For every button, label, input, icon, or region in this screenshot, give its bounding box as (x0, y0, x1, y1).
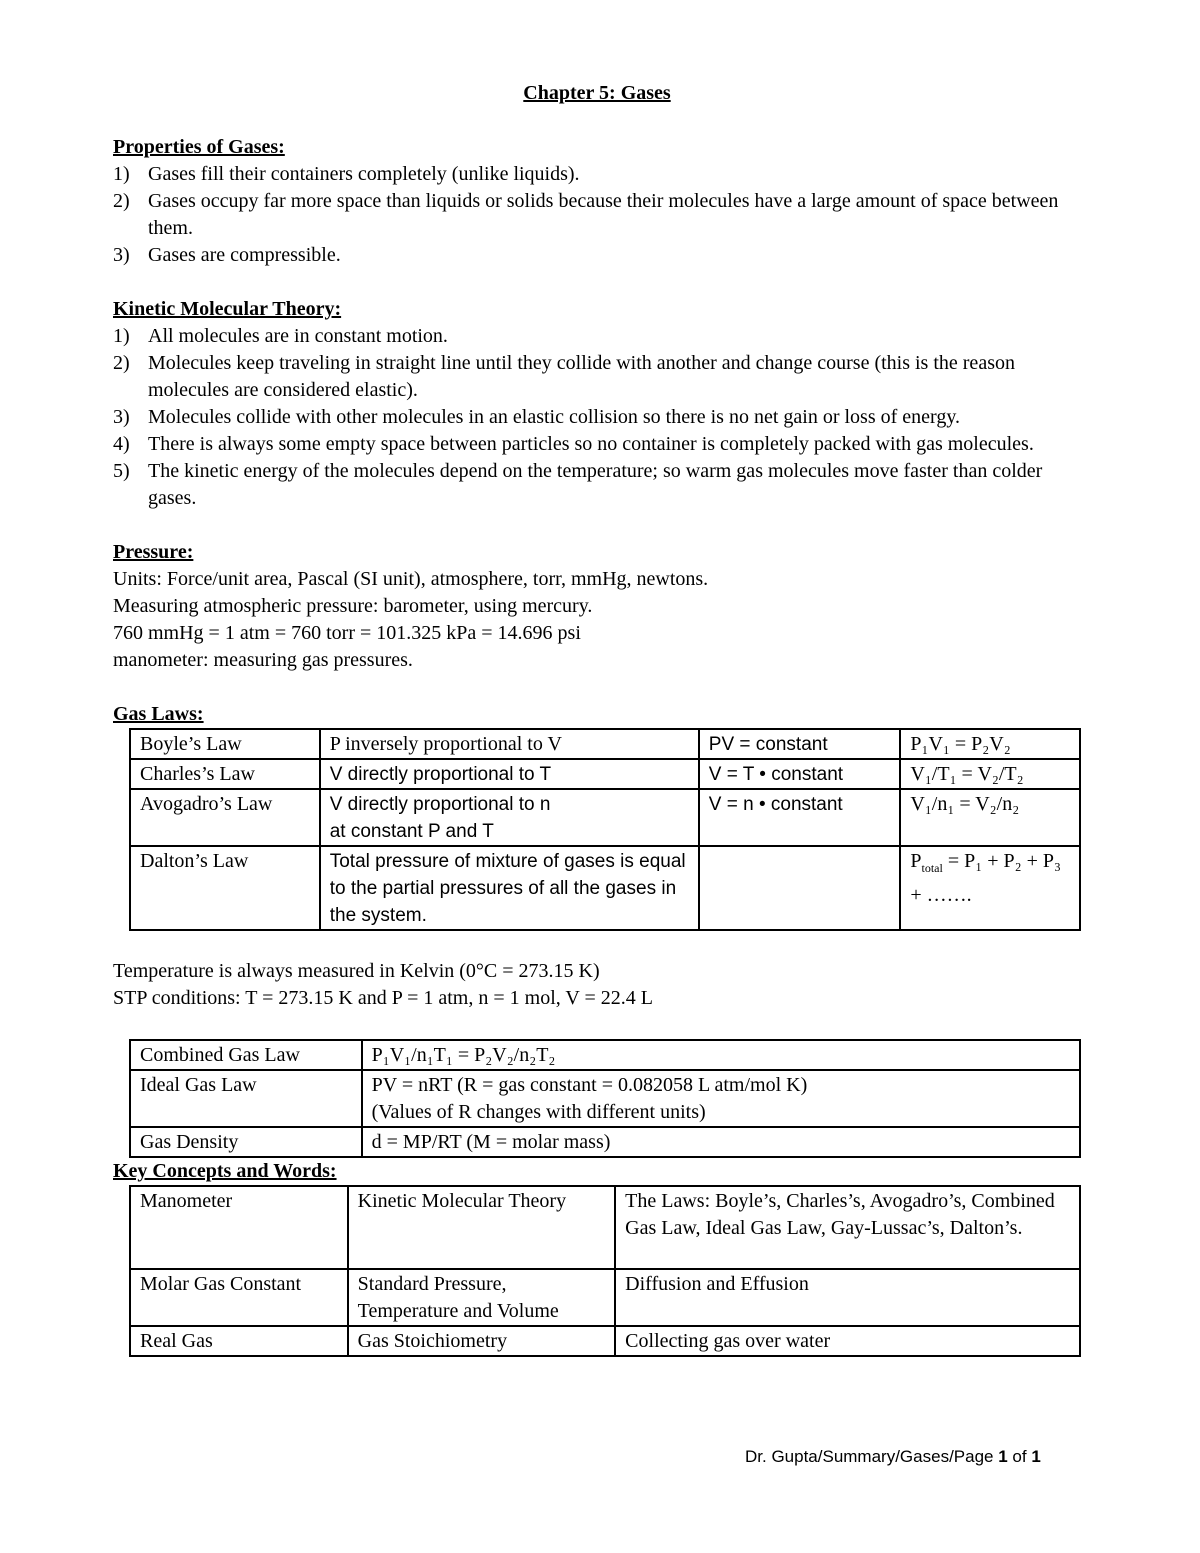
table-cell: The Laws: Boyle’s, Charles’s, Avogadro’s, Combined Gas Law, Ideal Gas Law, Gay-Lussac’s, Dalton’s. (615, 1186, 1080, 1269)
pressure-line: Measuring atmospheric pressure: barometer, using mercury. (113, 595, 593, 617)
list-item (113, 458, 1081, 512)
footer-of: of (1007, 1447, 1032, 1466)
list-number: 1) (113, 325, 130, 347)
stp-line: STP conditions: T = 273.15 K and P = 1 atm, n = 1 mol, V = 22.4 L (113, 987, 653, 1009)
table-row (130, 1070, 1080, 1127)
law-name: Boyle’s Law (130, 729, 320, 759)
table-row (130, 789, 1080, 846)
page-footer (745, 1447, 1041, 1467)
law-description: P inversely proportional to V (320, 729, 699, 759)
law-relation (699, 846, 901, 930)
law-relation: V = T • constant (699, 759, 901, 789)
law-relation: PV = constant (699, 729, 901, 759)
table-row (130, 846, 1080, 930)
table-row (130, 1127, 1080, 1157)
law-equation (362, 1070, 1080, 1127)
list-item (113, 161, 1081, 188)
table-cell: Diffusion and Effusion (615, 1269, 1080, 1326)
equation-rest: = P₁ + P₂ + P₃ + ……. (910, 850, 1061, 906)
law-equation: V₁/n₁ = V₂/n₂ (900, 789, 1080, 846)
list-text: All molecules are in constant motion. (148, 325, 448, 347)
table-row (130, 1326, 1080, 1356)
table-row (130, 759, 1080, 789)
law-description: V directly proportional to T (320, 759, 699, 789)
footer-prefix: Dr. Gupta/Summary/Gases/Page (745, 1447, 999, 1466)
pressure-heading: Pressure: (113, 541, 194, 563)
key-concepts-heading: Key Concepts and Words: (113, 1160, 337, 1182)
properties-heading: Properties of Gases: (113, 136, 285, 158)
list-number: 1) (113, 163, 130, 185)
law-name: Dalton’s Law (130, 846, 320, 930)
gas-laws-heading: Gas Laws: (113, 703, 204, 725)
list-item (113, 350, 1081, 404)
combined-laws-table (129, 1039, 1081, 1158)
list-item (113, 323, 1081, 350)
list-text: Gases are compressible. (148, 244, 341, 266)
list-text: The kinetic energy of the molecules depend on the temperature; so warm gas molecules move faster than colder gases. (148, 460, 1043, 509)
list-text: Molecules keep traveling in straight line until they collide with another and change course (this is the reason molecules are considered elastic). (148, 352, 1015, 401)
pressure-line: Units: Force/unit area, Pascal (SI unit), atmosphere, torr, mmHg, newtons. (113, 568, 709, 590)
key-concepts-table (129, 1185, 1081, 1357)
list-text: Gases occupy far more space than liquids or solids because their molecules have a large amount of space between them. (148, 190, 1059, 239)
document-page (113, 80, 1081, 1357)
law-name: Combined Gas Law (130, 1040, 362, 1070)
law-equation-line: PV = nRT (R = gas constant = 0.082058 L atm/mol K) (371, 1074, 808, 1096)
law-name: Gas Density (130, 1127, 362, 1157)
kinetic-heading: Kinetic Molecular Theory: (113, 298, 342, 320)
kinetic-list (113, 323, 1081, 512)
law-description-line: V directly proportional to n (329, 794, 551, 815)
gas-laws-table (129, 728, 1081, 931)
list-text: Gases fill their containers completely (unlike liquids). (148, 163, 580, 185)
law-equation: P₁V₁/n₁T₁ = P₂V₂/n₂T₂ (362, 1040, 1080, 1070)
law-description (320, 789, 699, 846)
table-cell: Kinetic Molecular Theory (348, 1186, 616, 1269)
list-text: Molecules collide with other molecules in an elastic collision so there is no net gain or loss of energy. (148, 406, 961, 428)
footer-page-total: 1 (1031, 1447, 1041, 1466)
law-name: Charles’s Law (130, 759, 320, 789)
table-cell: Gas Stoichiometry (348, 1326, 616, 1356)
law-equation (900, 846, 1080, 930)
footer-page-number: 1 (998, 1447, 1008, 1466)
page-title: Chapter 5: Gases (523, 82, 671, 104)
law-equation: d = MP/RT (M = molar mass) (362, 1127, 1080, 1157)
table-cell: Standard Pressure, Temperature and Volume (348, 1269, 616, 1326)
table-cell: Molar Gas Constant (130, 1269, 348, 1326)
list-number: 4) (113, 433, 130, 455)
table-cell: Manometer (130, 1186, 348, 1269)
temperature-line: Temperature is always measured in Kelvin (0°C = 273.15 K) (113, 960, 600, 982)
law-description-line: at constant P and T (329, 821, 494, 842)
list-number: 3) (113, 244, 130, 266)
list-number: 3) (113, 406, 130, 428)
properties-list (113, 161, 1081, 269)
equation-subscript: total (921, 861, 943, 875)
list-number: 2) (113, 190, 130, 212)
table-cell: Real Gas (130, 1326, 348, 1356)
law-relation: V = n • constant (699, 789, 901, 846)
law-equation: V₁/T₁ = V₂/T₂ (900, 759, 1080, 789)
list-item (113, 431, 1081, 458)
list-text: There is always some empty space between particles so no container is completely packed with gas molecules. (148, 433, 1034, 455)
table-row (130, 1040, 1080, 1070)
pressure-line: manometer: measuring gas pressures. (113, 649, 413, 671)
list-number: 5) (113, 460, 130, 482)
law-equation-line: (Values of R changes with different units) (371, 1101, 706, 1123)
table-row (130, 1186, 1080, 1269)
law-description: Total pressure of mixture of gases is equal to the partial pressures of all the gases in the system. (320, 846, 699, 930)
list-item (113, 404, 1081, 431)
pressure-line: 760 mmHg = 1 atm = 760 torr = 101.325 kPa = 14.696 psi (113, 622, 581, 644)
law-equation: P₁V₁ = P₂V₂ (900, 729, 1080, 759)
table-row (130, 1269, 1080, 1326)
list-item (113, 242, 1081, 269)
table-cell: Collecting gas over water (615, 1326, 1080, 1356)
law-name: Ideal Gas Law (130, 1070, 362, 1127)
law-name: Avogadro’s Law (130, 789, 320, 846)
list-number: 2) (113, 352, 130, 374)
table-row (130, 729, 1080, 759)
equation-main: P (910, 850, 922, 872)
list-item (113, 188, 1081, 242)
